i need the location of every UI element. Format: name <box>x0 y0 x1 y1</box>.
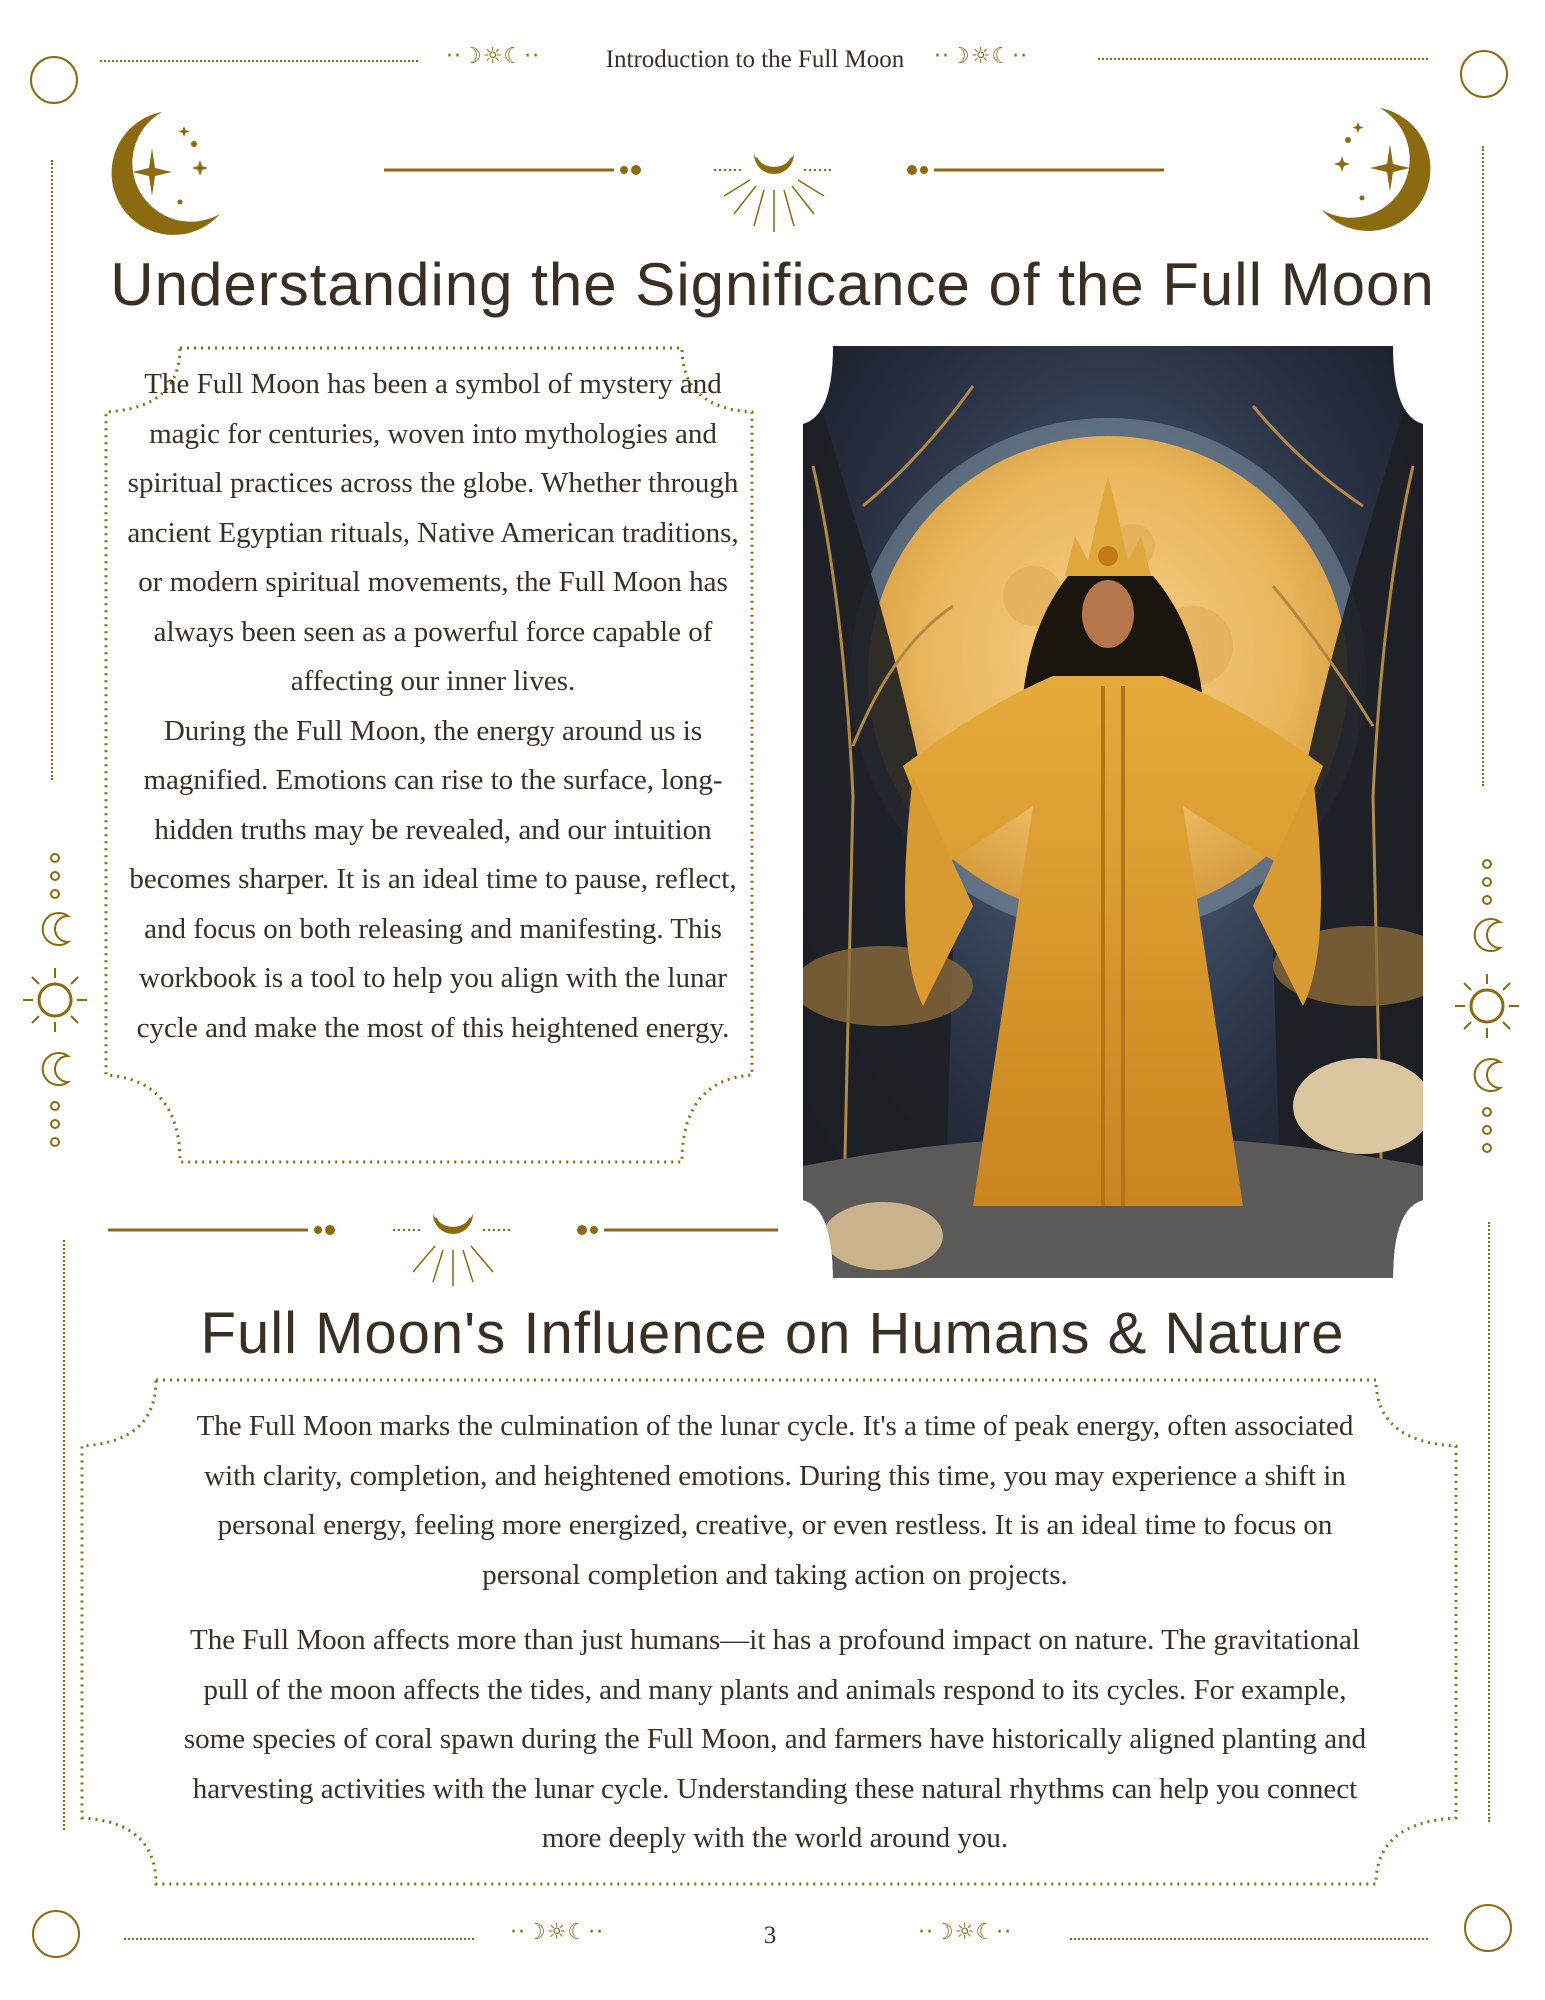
header-line-right <box>1098 58 1428 60</box>
side-line-right-upper <box>1482 146 1484 786</box>
section1-text <box>118 360 748 1053</box>
section2-paragraph-2: The Full Moon affects more than just humans—it has a profound impact on nature. The gravitational pull of the moon affects the tides, and many plants and animals respond to its cycles. For example, some species of coral spawn during the Full Moon, and farmers have historically aligned planting and harvesting activities with the lunar cycle. Understanding these natural rhythms can help you connect more deeply with the world around you. <box>183 1624 1367 1854</box>
corner-circle-bottom-right <box>1464 1904 1512 1952</box>
footer-ornament-right: ··☽☼☾·· <box>918 1920 1013 1945</box>
section1-heading: Understanding the Significance of the Full Moon <box>110 251 1435 318</box>
sun-moon-ornament-left <box>20 850 90 1150</box>
header-line-left <box>100 60 418 62</box>
sun-moon-ornament-right <box>1452 856 1522 1156</box>
section1-paragraph-2: During the Full Moon, the energy around us is magnified. Emotions can rise to the surface, long-hidden truths may be revealed, and our intuition becomes sharper. It is an ideal time to pause, reflect, and focus on both releasing and manifesting. This workbook is a tool to help you align with the lunar cycle and make the most of this heightened energy. <box>129 714 737 1044</box>
moon-divider-middle <box>108 1200 778 1290</box>
corner-circle-top-left <box>30 56 78 104</box>
section1-paragraph-1: The Full Moon has been a symbol of mystery and magic for centuries, woven into mythologies and spiritual practices across the globe. Whether through ancient Egyptian rituals, Native American traditions, or modern spiritual movements, the Full Moon has always been seen as a powerful force capable of affecting our inner lives. <box>127 368 739 697</box>
footer-line-right <box>1070 1938 1428 1940</box>
header-title: Introduction to the Full Moon <box>605 46 905 73</box>
header-ornament-right: ··☽☼☾·· <box>934 44 1029 69</box>
corner-circle-bottom-left <box>32 1910 80 1958</box>
header-ornament-left: ··☽☼☾·· <box>446 44 541 69</box>
section2-paragraph-1: The Full Moon marks the culmination of the lunar cycle. It's a time of peak energy, often associated with clarity, completion, and heightened emotions. During this time, you may experience a shift in personal energy, feeling more energized, creative, or even restless. It is an ideal time to focus on personal completion and taking action on projects. <box>196 1410 1354 1591</box>
moon-goddess-illustration <box>803 346 1423 1278</box>
corner-circle-top-right <box>1460 50 1508 98</box>
crescent-moon-icon <box>1310 100 1450 240</box>
page-number: 3 <box>763 1922 777 1949</box>
section2-heading: Full Moon's Influence on Humans & Nature <box>200 1301 1345 1366</box>
footer-line-left <box>124 1938 474 1940</box>
section2-text <box>170 1402 1380 1864</box>
moon-divider-top <box>384 140 1164 240</box>
crescent-moon-icon <box>92 104 232 244</box>
footer-ornament-left: ··☽☼☾·· <box>510 1920 605 1945</box>
